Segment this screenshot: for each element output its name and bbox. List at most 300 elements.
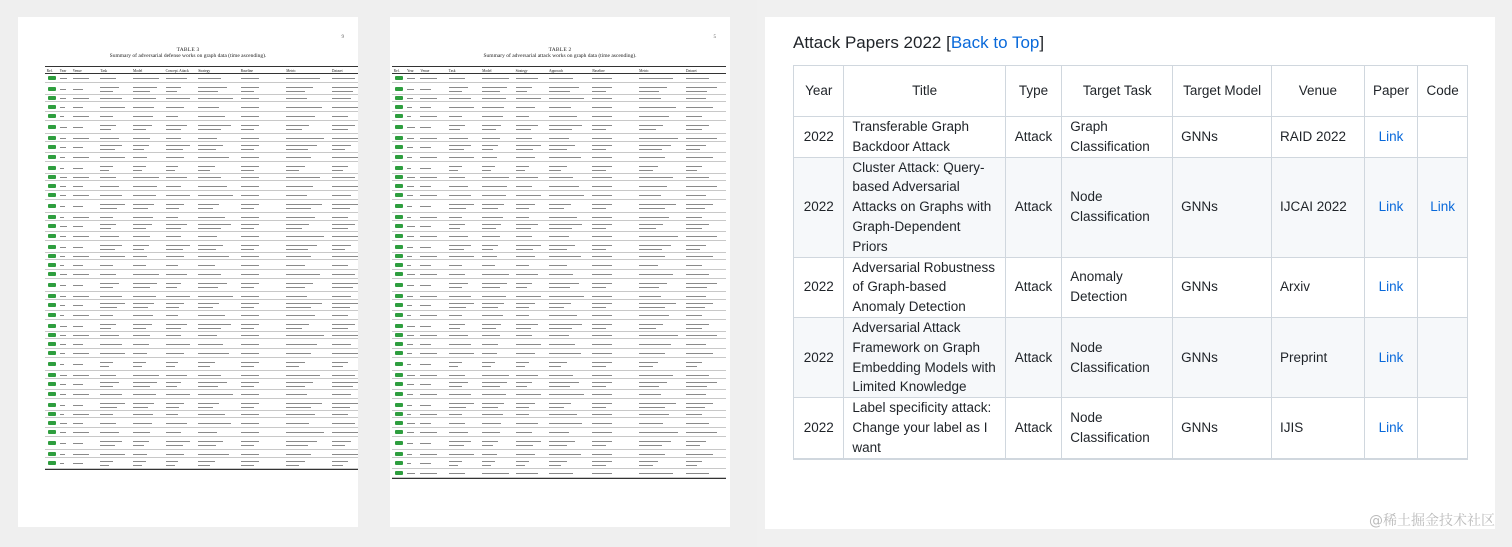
attack-summary-table <box>392 66 726 479</box>
text-line <box>639 125 663 126</box>
text-line <box>198 454 229 455</box>
text-line <box>100 228 111 229</box>
text-line <box>332 157 358 158</box>
paper-table-row <box>392 112 726 121</box>
text-line <box>286 157 311 158</box>
text-line <box>516 414 529 415</box>
text-line <box>449 473 465 474</box>
text-line <box>286 454 311 455</box>
text-line <box>482 224 501 225</box>
cell-year: 2022 <box>794 398 844 458</box>
text-line <box>286 217 315 218</box>
ref-badge <box>48 166 56 170</box>
paper-table-header-cell: Ref. <box>46 68 53 73</box>
text-line <box>60 423 68 424</box>
text-line <box>516 145 541 146</box>
paper-table-header-cell: Year <box>407 68 414 73</box>
text-line <box>100 382 119 383</box>
ref-badge <box>48 373 56 377</box>
text-line <box>516 157 535 158</box>
text-line <box>449 382 468 383</box>
text-line <box>549 149 567 150</box>
text-line <box>286 166 305 167</box>
paper-table-row <box>392 181 726 191</box>
paper-table-row <box>45 200 358 213</box>
text-line <box>332 366 343 367</box>
cell-type: Attack <box>1005 317 1061 397</box>
attack-papers-table <box>793 65 1468 460</box>
text-line <box>592 353 611 354</box>
text-line <box>286 177 319 178</box>
text-line <box>592 432 611 433</box>
text-line <box>241 283 260 284</box>
text-line <box>516 423 538 424</box>
text-line <box>482 382 507 383</box>
text-line <box>686 366 697 367</box>
text-line <box>60 405 65 406</box>
text-line <box>549 186 579 187</box>
text-line <box>686 307 705 308</box>
text-line <box>516 303 535 304</box>
page-number: 5 <box>713 35 716 40</box>
text-line <box>686 98 706 99</box>
ref-badge <box>48 105 56 109</box>
paper-link[interactable]: Link <box>1378 199 1404 215</box>
text-line <box>133 386 150 387</box>
text-line <box>73 274 90 275</box>
text-line <box>516 287 527 288</box>
text-line <box>60 98 66 99</box>
text-line <box>100 224 116 225</box>
text-line <box>166 195 190 196</box>
ref-badge <box>48 96 56 100</box>
text-line <box>60 157 65 158</box>
text-line <box>516 204 535 205</box>
text-line <box>420 206 431 207</box>
text-line <box>133 157 147 158</box>
text-line <box>449 217 462 218</box>
paper-link[interactable]: Link <box>1378 279 1404 295</box>
text-line <box>133 224 152 225</box>
text-line <box>198 217 225 218</box>
paper-table-row <box>392 418 726 428</box>
text-line <box>332 166 348 167</box>
text-line <box>286 170 299 171</box>
text-line <box>407 414 411 415</box>
text-line <box>420 147 431 148</box>
text-line <box>639 249 661 250</box>
text-line <box>60 414 64 415</box>
text-line <box>332 307 350 308</box>
text-line <box>686 274 709 275</box>
text-line <box>332 375 355 376</box>
text-line <box>241 423 260 424</box>
cell-venue: Preprint <box>1272 317 1365 397</box>
text-line <box>549 265 567 266</box>
text-line <box>100 344 121 345</box>
text-line <box>592 407 605 408</box>
text-line <box>100 166 113 167</box>
text-line <box>449 78 465 79</box>
text-line <box>60 116 64 117</box>
text-line <box>332 107 358 108</box>
text-line <box>639 274 673 275</box>
header-type: Type <box>1005 66 1061 117</box>
text-line <box>198 307 213 308</box>
text-line <box>286 283 313 284</box>
text-line <box>639 465 652 466</box>
text-line <box>100 204 124 205</box>
text-line <box>286 445 308 446</box>
text-line <box>482 307 497 308</box>
text-line <box>449 414 462 415</box>
ref-badge <box>395 263 403 267</box>
table-row <box>794 458 1468 459</box>
paper-table-row <box>392 300 726 311</box>
text-line <box>73 405 84 406</box>
text-line <box>60 177 68 178</box>
text-line <box>686 403 713 404</box>
text-line <box>100 375 116 376</box>
ref-badge <box>395 254 403 258</box>
text-line <box>166 414 179 415</box>
text-line <box>482 465 491 466</box>
paper-table-header-cell: Year <box>59 68 67 73</box>
ref-badge <box>48 392 56 396</box>
text-line <box>100 177 116 178</box>
text-line <box>166 208 179 209</box>
text-line <box>286 441 317 442</box>
back-to-top-link[interactable]: Back to Top <box>950 33 1040 52</box>
text-line <box>73 315 90 316</box>
ref-badge <box>48 234 56 238</box>
text-line <box>241 386 254 387</box>
text-line <box>332 454 358 455</box>
text-line <box>516 382 532 383</box>
text-line <box>166 307 179 308</box>
text-line <box>407 195 413 196</box>
paper-table-row <box>392 162 726 174</box>
text-line <box>73 296 90 297</box>
text-line <box>549 217 577 218</box>
paper-table-row <box>392 450 726 458</box>
paper-table-row <box>392 102 726 112</box>
text-line <box>332 208 350 209</box>
text-line <box>639 328 655 329</box>
text-line <box>516 362 529 363</box>
text-line <box>166 138 182 139</box>
text-line <box>73 177 90 178</box>
text-line <box>686 208 705 209</box>
text-line <box>449 116 462 117</box>
paper-table-row <box>392 458 726 469</box>
paper-table-row <box>45 332 358 339</box>
ref-badge <box>48 87 56 91</box>
paper-table-row <box>392 232 726 241</box>
text-line <box>592 166 611 167</box>
paper-table-row <box>45 260 358 270</box>
text-line <box>60 432 67 433</box>
text-line <box>516 445 533 446</box>
text-line <box>100 87 119 88</box>
text-line <box>516 149 533 150</box>
text-line <box>332 177 355 178</box>
text-line <box>100 465 109 466</box>
text-line <box>198 245 223 246</box>
text-line <box>686 324 709 325</box>
text-line <box>407 226 415 227</box>
text-line <box>73 226 84 227</box>
text-line <box>420 265 431 266</box>
ref-badge <box>48 245 56 249</box>
text-line <box>482 445 493 446</box>
paper-table-row <box>392 253 726 260</box>
ref-badge <box>48 461 56 465</box>
text-line <box>166 228 181 229</box>
paper-table-row <box>392 191 726 200</box>
text-line <box>592 78 611 79</box>
text-line <box>166 204 185 205</box>
text-line <box>686 166 702 167</box>
text-line <box>549 315 577 316</box>
ref-badge <box>395 166 403 170</box>
text-line <box>166 245 190 246</box>
text-line <box>482 403 504 404</box>
text-line <box>60 274 68 275</box>
paper-table-row <box>392 437 726 450</box>
text-line <box>100 249 115 250</box>
text-line <box>420 454 437 455</box>
text-line <box>686 465 697 466</box>
text-line <box>166 157 185 158</box>
ref-badge <box>395 283 403 287</box>
text-line <box>592 344 611 345</box>
text-line <box>592 157 611 158</box>
text-line <box>449 441 471 442</box>
text-line <box>686 414 702 415</box>
text-line <box>516 98 541 99</box>
text-line <box>133 265 146 266</box>
text-line <box>407 285 414 286</box>
text-line <box>332 324 355 325</box>
text-line <box>73 364 84 365</box>
text-line <box>73 157 90 158</box>
text-line <box>286 228 302 229</box>
cell-year: 2022 <box>794 117 844 158</box>
text-line <box>241 445 254 446</box>
text-line <box>549 344 575 345</box>
text-line <box>133 344 149 345</box>
text-line <box>482 296 506 297</box>
paper-link[interactable]: Link <box>1378 349 1404 365</box>
text-line <box>420 256 437 257</box>
text-line <box>639 98 660 99</box>
text-line <box>73 423 84 424</box>
text-line <box>592 283 611 284</box>
text-line <box>686 116 702 117</box>
paper-table-row <box>392 153 726 162</box>
text-line <box>286 375 319 376</box>
code-link[interactable]: Link <box>1430 199 1455 215</box>
text-line <box>639 407 664 408</box>
text-line <box>286 204 321 205</box>
text-line <box>592 149 605 150</box>
text-line <box>60 217 64 218</box>
text-line <box>241 98 260 99</box>
text-line <box>166 91 177 92</box>
paper-link[interactable]: Link <box>1378 128 1404 144</box>
ref-badge <box>48 313 56 317</box>
text-line <box>332 236 358 237</box>
text-line <box>198 461 215 462</box>
paper-table-row <box>392 74 726 83</box>
text-line <box>166 256 185 257</box>
text-line <box>407 305 412 306</box>
text-line <box>133 129 146 130</box>
text-line <box>686 375 709 376</box>
text-line <box>686 249 700 250</box>
text-line <box>592 217 611 218</box>
text-line <box>592 403 611 404</box>
text-line <box>100 324 116 325</box>
text-line <box>686 125 709 126</box>
text-line <box>100 256 124 257</box>
text-line <box>286 98 307 99</box>
paper-table-row <box>45 162 358 174</box>
text-line <box>407 405 412 406</box>
text-line <box>592 129 605 130</box>
text-line <box>100 287 113 288</box>
text-line <box>549 432 569 433</box>
text-line <box>166 107 185 108</box>
text-line <box>516 366 525 367</box>
text-line <box>407 375 415 376</box>
text-line <box>198 274 221 275</box>
text-line <box>73 89 84 90</box>
text-line <box>420 226 431 227</box>
text-line <box>449 195 471 196</box>
text-line <box>549 303 571 304</box>
text-line <box>639 116 669 117</box>
text-line <box>592 362 611 363</box>
text-line <box>198 208 213 209</box>
cell-target-model: GNNs <box>1173 398 1272 458</box>
text-line <box>73 147 84 148</box>
text-line <box>100 195 121 196</box>
text-line <box>286 287 305 288</box>
text-line <box>241 366 254 367</box>
text-line <box>73 384 84 385</box>
text-line <box>639 296 660 297</box>
text-line <box>286 353 311 354</box>
paper-link[interactable]: Link <box>1378 419 1404 435</box>
text-line <box>198 125 231 126</box>
text-line <box>60 384 67 385</box>
text-line <box>592 328 605 329</box>
text-line <box>241 394 260 395</box>
ref-badge <box>48 125 56 129</box>
text-line <box>332 441 351 442</box>
text-line <box>286 138 323 139</box>
text-line <box>100 386 113 387</box>
text-line <box>516 461 529 462</box>
text-line <box>449 249 464 250</box>
paper-table-row <box>45 253 358 260</box>
text-line <box>686 245 706 246</box>
text-line <box>407 157 412 158</box>
text-line <box>482 129 495 130</box>
text-line <box>60 364 64 365</box>
text-line <box>549 170 561 171</box>
ref-badge <box>48 224 56 228</box>
paper-table-row <box>45 339 358 349</box>
text-line <box>686 149 700 150</box>
cell-paper <box>1364 398 1417 458</box>
paper-table-row <box>392 279 726 292</box>
text-line <box>407 473 415 474</box>
text-line <box>133 204 154 205</box>
text-line <box>133 287 150 288</box>
paper-table-row <box>392 358 726 371</box>
text-line <box>420 394 437 395</box>
paper-table-row <box>45 411 358 418</box>
text-line <box>449 283 468 284</box>
text-line <box>100 407 117 408</box>
text-line <box>639 307 664 308</box>
text-line <box>482 414 503 415</box>
text-line <box>639 145 671 146</box>
text-line <box>639 445 661 446</box>
text-line <box>133 249 144 250</box>
text-line <box>592 441 611 442</box>
text-line <box>286 256 311 257</box>
text-line <box>686 157 713 158</box>
cell-type: Attack <box>1005 398 1061 458</box>
text-line <box>407 296 413 297</box>
cell-title: Cluster Attack: Query-based Adversarial Attacks on Graphs with Graph-Dependent Priors <box>844 157 1005 257</box>
text-line <box>592 394 611 395</box>
ref-badge <box>395 175 403 179</box>
text-line <box>133 125 152 126</box>
text-line <box>60 186 67 187</box>
text-line <box>516 375 538 376</box>
text-line <box>686 217 702 218</box>
text-line <box>73 127 84 128</box>
text-line <box>639 414 669 415</box>
text-line <box>482 362 495 363</box>
cell-empty <box>1418 458 1468 459</box>
text-line <box>482 245 498 246</box>
text-line <box>516 224 538 225</box>
text-line <box>420 432 437 433</box>
heading-text: Attack Papers 2022 [ <box>793 33 951 52</box>
text-line <box>73 463 84 464</box>
text-line <box>133 116 153 117</box>
text-line <box>449 386 462 387</box>
text-line <box>639 228 655 229</box>
table-caption-title: TABLE 2 <box>548 47 572 53</box>
cell-code <box>1418 157 1468 257</box>
text-line <box>73 98 90 99</box>
text-line <box>241 245 260 246</box>
text-line <box>60 256 65 257</box>
cell-target-model: GNNs <box>1173 117 1272 158</box>
text-line <box>166 303 185 304</box>
text-line <box>686 461 702 462</box>
ref-badge <box>395 421 403 425</box>
header-venue: Venue <box>1272 66 1365 117</box>
text-line <box>332 138 358 139</box>
